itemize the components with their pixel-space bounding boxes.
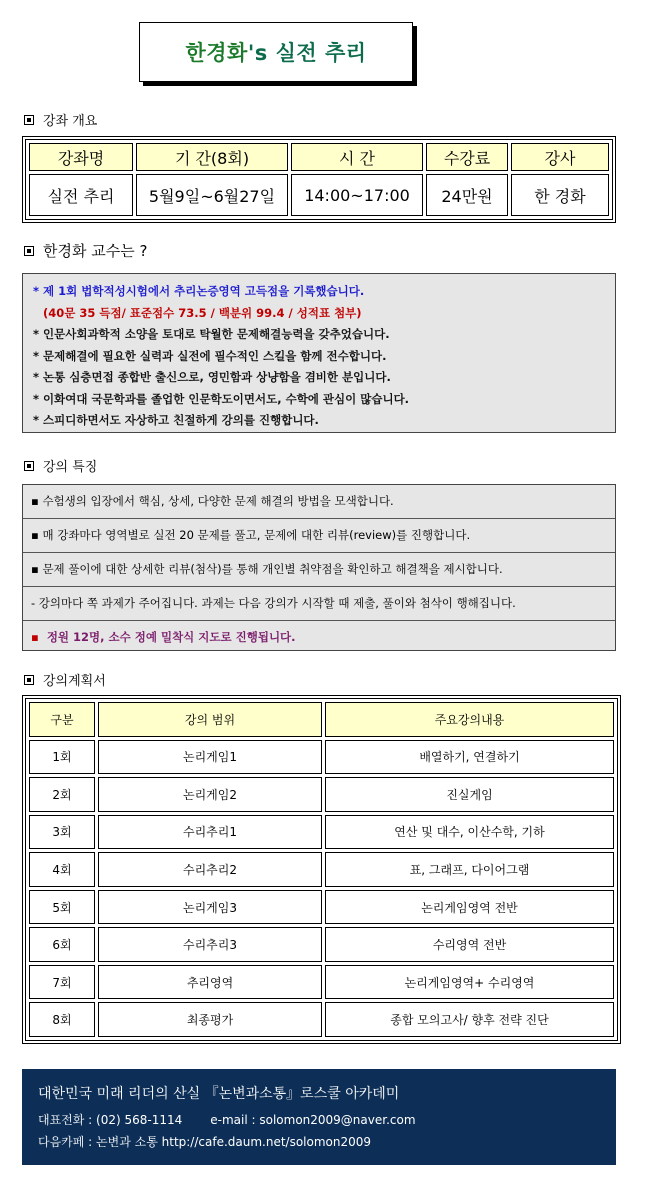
highlight-bullet-icon: ▪ [31, 630, 39, 644]
professor-line: * 문제해결에 필요한 실력과 실전에 필수적인 스킬을 함께 전수합니다. [33, 348, 387, 363]
footer-phone: 대표전화 : (02) 568-1114 [38, 1113, 183, 1127]
plan-scope-cell: 추리영역 [98, 965, 322, 1000]
plan-row [29, 927, 614, 962]
plan-row [29, 815, 614, 850]
plan-content-cell: 논리게임영역+ 수리영역 [325, 965, 614, 1000]
professor-line: * 인문사회과학적 소양을 토대로 탁월한 문제해결능력을 갖추었습니다. [33, 327, 390, 341]
plan-content-cell: 연산 및 대수, 이산수학, 기하 [325, 815, 614, 850]
feature-item: ▪ 매 강좌마다 영역별로 실전 20 문제를 풀고, 문제에 대한 리뷰(review)를 진행합니다. [23, 519, 615, 553]
overview-value-cell: 24만원 [426, 174, 508, 216]
overview-value-cell: 한 경화 [511, 174, 609, 216]
page-title [139, 22, 413, 82]
plan-scope-cell: 논리게임2 [98, 777, 322, 812]
title-rest: 's 실전 추리 [247, 41, 367, 65]
professor-info-box [22, 273, 616, 433]
section-plan-heading: 강의계획서 [24, 670, 106, 689]
plan-header-cell: 주요강의내용 [325, 702, 614, 737]
plan-session-cell: 2회 [29, 777, 95, 812]
overview-header-cell: 수강료 [426, 143, 508, 171]
professor-line: * 제 1회 법학적성시험에서 추리논증영역 고득점을 기록했습니다. [33, 284, 365, 298]
plan-row [29, 1002, 614, 1037]
plan-session-cell: 1회 [29, 740, 95, 775]
overview-value-cell: 5월9일~6월27일 [136, 174, 288, 216]
square-bullet-icon [24, 461, 34, 471]
plan-row [29, 777, 614, 812]
plan-session-cell: 4회 [29, 852, 95, 887]
footer-slogan: 대한민국 미래 리더의 산실 『논변과소통』로스쿨 아카데미 [38, 1086, 400, 1102]
section-overview-heading: 강좌 개요 [24, 110, 97, 129]
plan-content-cell: 종합 모의고사/ 향후 전략 진단 [325, 1002, 614, 1037]
plan-row [29, 890, 614, 925]
plan-scope-cell: 논리게임1 [98, 740, 322, 775]
overview-value-cell: 14:00~17:00 [291, 174, 423, 216]
feature-highlight [23, 621, 615, 654]
plan-session-cell: 7회 [29, 965, 95, 1000]
overview-value-cell: 실전 추리 [29, 174, 133, 216]
feature-highlight-text: 정원 12명, 소수 정예 밀착식 지도로 진행됩니다. [46, 630, 296, 644]
plan-header-cell: 강의 범위 [98, 702, 322, 737]
professor-line: * 이화여대 국문학과를 졸업한 인문학도이면서도, 수학에 관심이 많습니다. [33, 391, 410, 406]
footer-email[interactable]: e-mail : solomon2009@naver.com [210, 1113, 416, 1127]
overview-table [22, 136, 616, 223]
plan-scope-cell: 최종평가 [98, 1002, 322, 1037]
feature-item: ▪ 문제 풀이에 대한 상세한 리뷰(첨삭)를 통해 개인별 취약점을 확인하고 해결책을 제시합니다. [23, 553, 615, 587]
section-features-heading: 강의 특징 [24, 456, 97, 475]
overview-header-cell: 기 간(8회) [136, 143, 288, 171]
feature-item: - 강의마다 쪽 과제가 주어집니다. 과제는 다음 강의가 시작할 때 제출, 풀이와 첨삭이 행해집니다. [23, 587, 615, 621]
square-bullet-icon [24, 246, 34, 256]
plan-session-cell: 8회 [29, 1002, 95, 1037]
features-box [22, 484, 616, 651]
plan-scope-cell: 논리게임3 [98, 890, 322, 925]
plan-header-cell: 구분 [29, 702, 95, 737]
lecture-plan-table [22, 695, 621, 1044]
title-name: 한경화 [185, 41, 248, 65]
plan-row [29, 852, 614, 887]
overview-header-cell: 강사 [511, 143, 609, 171]
footer-cafe[interactable]: 다음카페 : 논변과 소통 http://cafe.daum.net/solomon2009 [38, 1135, 372, 1149]
professor-line: * 스피디하면서도 자상하고 친절하게 강의를 진행합니다. [33, 413, 319, 427]
professor-line: * 논통 심층면접 종합반 출신으로, 영민함과 상냥함을 겸비한 분입니다. [33, 370, 391, 384]
square-bullet-icon [24, 115, 34, 125]
plan-content-cell: 진실게임 [325, 777, 614, 812]
professor-score-line: (40문 35 득점/ 표준점수 73.5 / 백분위 99.4 / 성적표 첨부) [43, 305, 362, 320]
overview-value-row [29, 174, 609, 216]
plan-row [29, 965, 614, 1000]
feature-item: ▪ 수험생의 입장에서 핵심, 상세, 다양한 문제 해결의 방법을 모색합니다. [23, 485, 615, 519]
overview-header-cell: 시 간 [291, 143, 423, 171]
plan-content-cell: 배열하기, 연결하기 [325, 740, 614, 775]
plan-row [29, 740, 614, 775]
plan-session-cell: 3회 [29, 815, 95, 850]
plan-content-cell: 표, 그래프, 다이어그램 [325, 852, 614, 887]
plan-scope-cell: 수리추리2 [98, 852, 322, 887]
plan-session-cell: 5회 [29, 890, 95, 925]
overview-header-cell: 강좌명 [29, 143, 133, 171]
section-professor-heading: 한경화 교수는 ? [24, 240, 147, 261]
plan-header-row [29, 702, 614, 737]
plan-content-cell: 수리영역 전반 [325, 927, 614, 962]
plan-scope-cell: 수리추리3 [98, 927, 322, 962]
plan-content-cell: 논리게임영역 전반 [325, 890, 614, 925]
overview-header-row [29, 143, 609, 171]
academy-footer [22, 1069, 616, 1165]
plan-session-cell: 6회 [29, 927, 95, 962]
footer-contact [38, 1109, 616, 1131]
plan-scope-cell: 수리추리1 [98, 815, 322, 850]
square-bullet-icon [24, 675, 34, 685]
